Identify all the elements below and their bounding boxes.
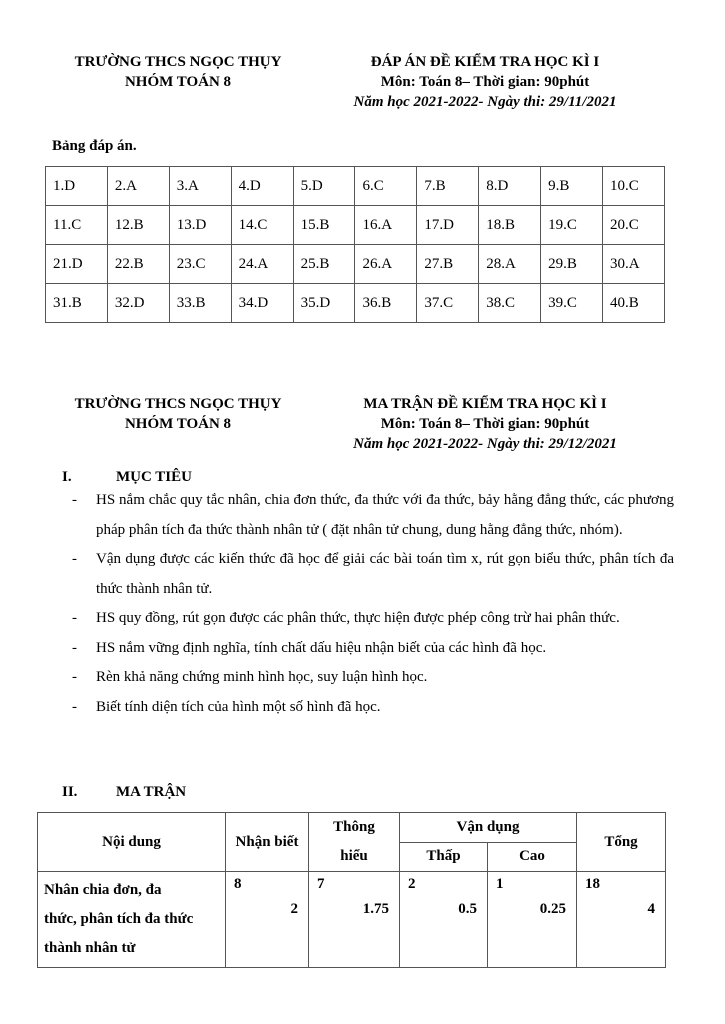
matrix-table bbox=[37, 812, 666, 968]
answer-cell: 20.C bbox=[603, 206, 665, 245]
header-apply: Vận dụng bbox=[400, 813, 577, 843]
header-understand bbox=[309, 813, 400, 872]
school-name: TRƯỜNG THCS NGỌC THỤY bbox=[74, 54, 282, 70]
answer-cell: 33.B bbox=[169, 284, 231, 323]
section-title: MỤC TIÊU bbox=[116, 469, 192, 485]
answer-cell: 12.B bbox=[107, 206, 169, 245]
answer-cell: 37.C bbox=[417, 284, 479, 323]
answer-cell: 5.D bbox=[293, 167, 355, 206]
answer-table bbox=[45, 166, 665, 323]
section-matrix-heading bbox=[62, 784, 186, 801]
exam-info-block bbox=[330, 394, 640, 454]
header-apply-low: Thấp bbox=[400, 842, 488, 872]
answer-cell: 32.D bbox=[107, 284, 169, 323]
section-number: I. bbox=[62, 469, 72, 485]
table-row bbox=[46, 167, 665, 206]
answer-cell: 9.B bbox=[541, 167, 603, 206]
answer-cell: 26.A bbox=[355, 245, 417, 284]
matrix-header bbox=[0, 394, 725, 464]
answer-cell: 15.B bbox=[293, 206, 355, 245]
answer-table-title: Bảng đáp án. bbox=[52, 138, 137, 154]
cell-recognize bbox=[226, 872, 309, 968]
answer-cell: 24.A bbox=[231, 245, 293, 284]
answer-cell: 27.B bbox=[417, 245, 479, 284]
table-row bbox=[46, 284, 665, 323]
group-name: NHÓM TOÁN 8 bbox=[124, 74, 232, 90]
answer-cell: 22.B bbox=[107, 245, 169, 284]
doc-title: MA TRẬN ĐỀ KIỂM TRA HỌC KÌ I bbox=[363, 396, 607, 412]
question-count: 2 bbox=[408, 876, 416, 892]
score: 0.25 bbox=[539, 901, 567, 917]
question-count: 18 bbox=[585, 876, 601, 892]
subject-line: Môn: Toán 8– Thời gian: 90phút bbox=[380, 74, 590, 90]
score: 4 bbox=[647, 901, 656, 917]
school-block bbox=[58, 52, 298, 92]
answer-cell: 19.C bbox=[541, 206, 603, 245]
table-row bbox=[38, 872, 666, 968]
row-label-line: thức, phân tích đa thức bbox=[44, 911, 194, 927]
answer-cell: 30.A bbox=[603, 245, 665, 284]
list-item: - HS nắm vững định nghĩa, tính chất dấu hiệu nhận biết của các hình đã học. bbox=[72, 634, 674, 664]
answer-cell: 31.B bbox=[46, 284, 108, 323]
answer-cell: 34.D bbox=[231, 284, 293, 323]
year-line: Năm học 2021-2022- Ngày thi: 29/12/2021 bbox=[353, 436, 617, 452]
row-label bbox=[38, 872, 226, 968]
school-name: TRƯỜNG THCS NGỌC THỤY bbox=[74, 396, 282, 412]
subject-line: Môn: Toán 8– Thời gian: 90phút bbox=[380, 416, 590, 432]
answer-cell: 18.B bbox=[479, 206, 541, 245]
answer-cell: 4.D bbox=[231, 167, 293, 206]
list-item: - Biết tính diện tích của hình một số hình đã học. bbox=[72, 693, 674, 723]
answer-cell: 28.A bbox=[479, 245, 541, 284]
answer-cell: 13.D bbox=[169, 206, 231, 245]
answer-cell: 2.A bbox=[107, 167, 169, 206]
exam-info-block bbox=[330, 52, 640, 112]
list-item: - Vận dụng được các kiến thức đã học để giải các bài toán tìm x, rút gọn biểu thức, phân tích đa thức thành nhân tử. bbox=[72, 545, 674, 604]
table-row bbox=[46, 206, 665, 245]
header-understand-line1: Thông bbox=[333, 819, 375, 835]
school-block bbox=[58, 394, 298, 434]
header-content: Nội dung bbox=[38, 813, 226, 872]
table-row bbox=[46, 245, 665, 284]
objectives-list bbox=[72, 486, 674, 722]
answer-cell: 25.B bbox=[293, 245, 355, 284]
list-item: - HS quy đồng, rút gọn được các phân thức, thực hiện được phép công trừ hai phân thức. bbox=[72, 604, 674, 634]
cell-apply-high bbox=[488, 872, 577, 968]
score: 2 bbox=[290, 901, 298, 917]
header-recognize: Nhận biết bbox=[226, 813, 309, 872]
answer-cell: 7.B bbox=[417, 167, 479, 206]
answer-cell: 23.C bbox=[169, 245, 231, 284]
section-number: II. bbox=[62, 784, 78, 800]
question-count: 8 bbox=[234, 876, 242, 892]
answer-cell: 11.C bbox=[46, 206, 108, 245]
row-label-line: thành nhân tử bbox=[44, 940, 136, 956]
section-objectives-heading bbox=[62, 469, 192, 486]
header-apply-high: Cao bbox=[488, 842, 577, 872]
doc-title: ĐÁP ÁN ĐỀ KIỂM TRA HỌC KÌ I bbox=[370, 54, 600, 70]
answer-cell: 40.B bbox=[603, 284, 665, 323]
list-item: - Rèn khả năng chứng minh hình học, suy luận hình học. bbox=[72, 663, 674, 693]
list-item: - HS nắm chắc quy tắc nhân, chia đơn thức, đa thức với đa thức, bảy hằng đẳng thức, các phương pháp phân tích đa thức thành nhân tử ( đặt nhân tử chung, dung hằng đẳng thức, nhóm). bbox=[72, 486, 674, 545]
answer-cell: 29.B bbox=[541, 245, 603, 284]
section-title: MA TRẬN bbox=[116, 784, 187, 800]
answer-cell: 8.D bbox=[479, 167, 541, 206]
question-count: 1 bbox=[496, 876, 504, 892]
question-count: 7 bbox=[317, 876, 325, 892]
group-name: NHÓM TOÁN 8 bbox=[124, 416, 232, 432]
score: 0.5 bbox=[458, 901, 477, 917]
answer-cell: 17.D bbox=[417, 206, 479, 245]
header-understand-line2: hiểu bbox=[340, 848, 368, 864]
answer-cell: 39.C bbox=[541, 284, 603, 323]
score: 1.75 bbox=[362, 901, 389, 917]
answer-header bbox=[0, 52, 725, 122]
answer-cell: 10.C bbox=[603, 167, 665, 206]
answer-cell: 1.D bbox=[46, 167, 108, 206]
answer-cell: 35.D bbox=[293, 284, 355, 323]
cell-apply-low bbox=[400, 872, 488, 968]
row-label-line: Nhân chia đơn, đa bbox=[44, 882, 162, 898]
answer-cell: 21.D bbox=[46, 245, 108, 284]
answer-cell: 38.C bbox=[479, 284, 541, 323]
answer-cell: 14.C bbox=[231, 206, 293, 245]
year-line: Năm học 2021-2022- Ngày thi: 29/11/2021 bbox=[353, 94, 617, 110]
answer-cell: 16.A bbox=[355, 206, 417, 245]
cell-total bbox=[577, 872, 666, 968]
header-total: Tổng bbox=[577, 813, 666, 872]
cell-understand bbox=[309, 872, 400, 968]
answer-cell: 6.C bbox=[355, 167, 417, 206]
answer-cell: 36.B bbox=[355, 284, 417, 323]
answer-cell: 3.A bbox=[169, 167, 231, 206]
